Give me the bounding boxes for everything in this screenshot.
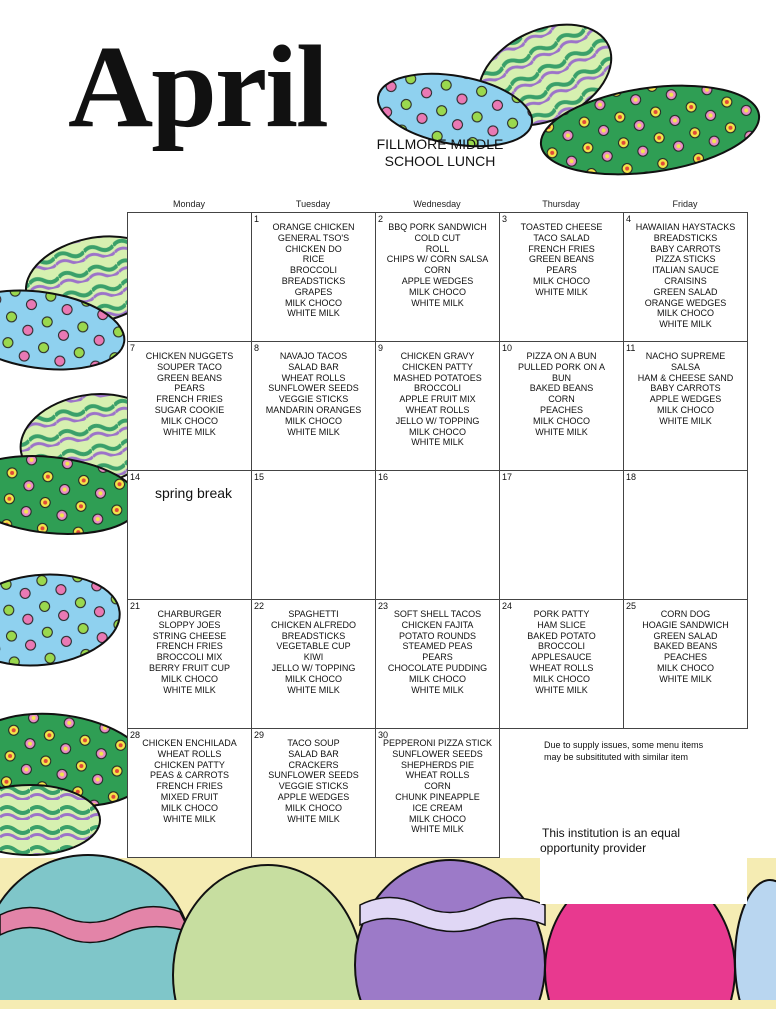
calendar-day-cell bbox=[500, 471, 624, 600]
calendar-day-cell bbox=[500, 342, 624, 471]
menu-item: PORK PATTY bbox=[533, 609, 590, 619]
menu-item: ORANGE CHICKEN bbox=[272, 222, 355, 232]
calendar-day-cell bbox=[376, 213, 500, 342]
day-number: 29 bbox=[254, 730, 265, 740]
menu-item: FRENCH FRIES bbox=[156, 641, 223, 652]
menu-item: HOAGIE SANDWICH bbox=[642, 619, 729, 630]
menu-item: JELLO W/ TOPPING bbox=[271, 662, 356, 673]
menu-item: HAWAIIAN HAYSTACKS bbox=[635, 222, 736, 232]
menu-item: SHEPHERDS PIE bbox=[400, 759, 475, 770]
menu-item: BROCCOLI MIX bbox=[156, 652, 223, 663]
menu-item: MILK CHOCO bbox=[532, 673, 590, 684]
menu-item: CORN bbox=[424, 781, 451, 792]
menu-item: CRAISINS bbox=[664, 275, 707, 286]
calendar-day-cell bbox=[624, 600, 748, 729]
menu-item: CHICKEN ALFREDO bbox=[270, 619, 357, 630]
menu-item: WHITE MILK bbox=[659, 673, 712, 684]
menu-items bbox=[376, 342, 499, 448]
day-number: 16 bbox=[378, 472, 389, 482]
menu-item: SUNFLOWER SEEDS bbox=[268, 383, 359, 394]
menu-item: CHICKEN PATTY bbox=[154, 759, 225, 770]
menu-item: MILK CHOCO bbox=[656, 308, 714, 319]
menu-item: WHEAT ROLLS bbox=[529, 662, 594, 673]
calendar-day-cell bbox=[128, 342, 252, 471]
menu-items bbox=[128, 471, 251, 480]
menu-item: WHITE MILK bbox=[659, 319, 712, 330]
menu-item: PIZZA STICKS bbox=[655, 254, 716, 265]
equal-opportunity-statement bbox=[540, 826, 747, 904]
menu-items bbox=[500, 342, 623, 437]
menu-item: CHICKEN FAJITA bbox=[401, 619, 474, 630]
menu-item: BREADSTICKS bbox=[281, 630, 346, 641]
menu-item: TACO SALAD bbox=[533, 232, 590, 243]
menu-item: WHEAT ROLLS bbox=[405, 770, 470, 781]
menu-item: WHITE MILK bbox=[287, 426, 340, 437]
menu-item: ICE CREAM bbox=[412, 802, 463, 813]
menu-item: BAKED POTATO bbox=[527, 630, 596, 641]
menu-item: GREEN BEANS bbox=[156, 372, 223, 383]
menu-item: MILK CHOCO bbox=[160, 673, 218, 684]
menu-items bbox=[128, 600, 251, 695]
equal-opportunity-line1: This institution is an equal bbox=[542, 826, 681, 840]
menu-item: BROCCOLI bbox=[537, 641, 585, 652]
menu-items bbox=[624, 342, 747, 427]
day-header-wednesday: Wednesday bbox=[413, 199, 461, 209]
day-header-friday: Friday bbox=[672, 199, 698, 209]
day-number: 30 bbox=[378, 730, 389, 740]
menu-items bbox=[252, 600, 375, 695]
menu-item: SPAGHETTI bbox=[288, 609, 339, 619]
menu-item: WHITE MILK bbox=[163, 813, 216, 824]
menu-items bbox=[624, 471, 747, 480]
menu-item: CHUNK PINEAPPLE bbox=[395, 791, 480, 802]
menu-item: SLOPPY JOES bbox=[158, 619, 221, 630]
menu-item: MILK CHOCO bbox=[408, 813, 466, 824]
calendar-day-cell bbox=[128, 600, 252, 729]
menu-item: MILK CHOCO bbox=[160, 415, 218, 426]
day-number: 25 bbox=[626, 601, 637, 611]
menu-item: STRING CHEESE bbox=[152, 630, 227, 641]
day-number: 21 bbox=[130, 601, 141, 611]
menu-item: BREADSTICKS bbox=[653, 232, 718, 243]
menu-item: CHICKEN ENCHILADA bbox=[142, 738, 237, 748]
menu-item: TACO SOUP bbox=[287, 738, 340, 748]
menu-item: GREEN SALAD bbox=[653, 630, 718, 641]
menu-item: BROCCOLI bbox=[413, 383, 461, 394]
calendar-day-cell bbox=[252, 600, 376, 729]
menu-item: BABY CARROTS bbox=[650, 243, 721, 254]
menu-item: RICE bbox=[302, 254, 325, 265]
menu-item: APPLE WEDGES bbox=[401, 275, 474, 286]
menu-item: KIWI bbox=[303, 652, 324, 663]
calendar-day-cell bbox=[252, 213, 376, 342]
menu-item: CHARBURGER bbox=[157, 609, 222, 619]
menu-item: PULLED PORK ON A bbox=[517, 361, 606, 372]
menu-item: GREEN SALAD bbox=[653, 286, 718, 297]
menu-item: GRAPES bbox=[294, 286, 333, 297]
spring-break-label: spring break bbox=[155, 485, 233, 501]
menu-item: PEARS bbox=[174, 383, 205, 394]
menu-item: SALAD BAR bbox=[288, 748, 339, 759]
menu-item: MILK CHOCO bbox=[284, 297, 342, 308]
calendar-week bbox=[128, 342, 748, 471]
menu-item: MILK CHOCO bbox=[284, 415, 342, 426]
menu-item: WHITE MILK bbox=[659, 415, 712, 426]
menu-items bbox=[500, 471, 623, 480]
menu-item: BERRY FRUIT CUP bbox=[148, 662, 231, 673]
menu-item: GREEN BEANS bbox=[528, 254, 595, 265]
menu-item: SUNFLOWER SEEDS bbox=[392, 748, 483, 759]
menu-item: NACHO SUPREME bbox=[645, 351, 726, 361]
school-name-line2: SCHOOL LUNCH bbox=[384, 153, 496, 169]
menu-item: BBQ PORK SANDWICH bbox=[388, 222, 487, 232]
calendar-day-cell bbox=[624, 471, 748, 600]
day-header-thursday: Thursday bbox=[542, 199, 580, 209]
day-number: 4 bbox=[626, 214, 632, 224]
menu-item: SOFT SHELL TACOS bbox=[393, 609, 482, 619]
menu-item: MILK CHOCO bbox=[656, 404, 714, 415]
day-number: 23 bbox=[378, 601, 389, 611]
menu-item: MILK CHOCO bbox=[284, 802, 342, 813]
menu-item: MILK CHOCO bbox=[284, 673, 342, 684]
day-number: 8 bbox=[254, 343, 260, 353]
menu-item: WHITE MILK bbox=[163, 426, 216, 437]
menu-item: WHITE MILK bbox=[411, 437, 464, 448]
menu-item: CHIPS W/ CORN SALSA bbox=[386, 254, 489, 265]
menu-item: APPLE FRUIT MIX bbox=[399, 394, 476, 405]
menu-items bbox=[376, 471, 499, 480]
menu-item: COLD CUT bbox=[414, 232, 461, 243]
menu-item: CHICKEN PATTY bbox=[402, 361, 473, 372]
menu-item: WHEAT ROLLS bbox=[281, 372, 346, 383]
menu-items bbox=[376, 729, 499, 835]
menu-item: SUGAR COOKIE bbox=[154, 404, 225, 415]
supply-note-line1: Due to supply issues, some menu items bbox=[544, 740, 704, 750]
day-number: 1 bbox=[254, 214, 260, 224]
calendar-day-cell bbox=[252, 471, 376, 600]
menu-item: CHICKEN DO bbox=[285, 243, 342, 254]
day-number: 3 bbox=[502, 214, 508, 224]
menu-item: WHEAT ROLLS bbox=[405, 404, 470, 415]
day-number: 28 bbox=[130, 730, 141, 740]
supply-note bbox=[544, 739, 703, 763]
menu-item: VEGETABLE CUP bbox=[276, 641, 351, 652]
menu-item: BREADSTICKS bbox=[281, 275, 346, 286]
day-number: 2 bbox=[378, 214, 384, 224]
calendar-day-cell bbox=[376, 471, 500, 600]
menu-item: CORN bbox=[424, 265, 451, 276]
menu-item: MANDARIN ORANGES bbox=[265, 404, 362, 415]
menu-item: MILK CHOCO bbox=[408, 673, 466, 684]
menu-items bbox=[376, 213, 499, 308]
menu-item: MASHED POTATOES bbox=[393, 372, 482, 383]
menu-items bbox=[128, 729, 251, 824]
menu-items bbox=[252, 213, 375, 319]
menu-item: PEARS bbox=[422, 652, 453, 663]
menu-item: WHITE MILK bbox=[411, 824, 464, 835]
menu-item: BABY CARROTS bbox=[650, 383, 721, 394]
menu-items bbox=[128, 213, 251, 222]
menu-item: VEGGIE STICKS bbox=[278, 394, 349, 405]
menu-item: CORN DOG bbox=[660, 609, 711, 619]
menu-item: MILK CHOCO bbox=[532, 415, 590, 426]
menu-item: PEPPERONI PIZZA STICK bbox=[382, 738, 493, 748]
menu-item: NAVAJO TACOS bbox=[279, 351, 348, 361]
menu-items bbox=[252, 471, 375, 480]
menu-items bbox=[500, 600, 623, 695]
menu-item: CORN bbox=[548, 394, 575, 405]
day-number: 17 bbox=[502, 472, 513, 482]
menu-item: APPLE WEDGES bbox=[649, 394, 722, 405]
menu-items bbox=[128, 342, 251, 437]
school-name bbox=[360, 136, 520, 170]
menu-item: PEACHES bbox=[539, 404, 583, 415]
supply-note-line2: may be subsitituted with similar item bbox=[544, 752, 689, 762]
menu-item: PEAS & CARROTS bbox=[149, 770, 230, 781]
menu-item: MILK CHOCO bbox=[656, 662, 714, 673]
menu-item: GENERAL TSO'S bbox=[277, 232, 350, 243]
day-number: 14 bbox=[130, 472, 141, 482]
menu-item: ROLL bbox=[425, 243, 450, 254]
menu-item: BAKED BEANS bbox=[529, 383, 594, 394]
menu-item: ITALIAN SAUCE bbox=[652, 265, 719, 276]
menu-item: JELLO W/ TOPPING bbox=[395, 415, 480, 426]
menu-item: MILK CHOCO bbox=[408, 286, 466, 297]
menu-item: ORANGE WEDGES bbox=[644, 297, 727, 308]
menu-item: APPLE WEDGES bbox=[277, 791, 350, 802]
menu-item: PEARS bbox=[546, 265, 577, 276]
calendar-day-cell bbox=[252, 729, 376, 858]
menu-item: WHITE MILK bbox=[287, 308, 340, 319]
menu-item: WHEAT ROLLS bbox=[157, 748, 222, 759]
school-name-line1: FILLMORE MIDDLE bbox=[376, 136, 504, 152]
calendar-day-cell bbox=[500, 600, 624, 729]
day-header-monday: Monday bbox=[172, 199, 206, 209]
calendar-day-cell bbox=[128, 729, 252, 858]
menu-item: SOUPER TACO bbox=[157, 361, 222, 372]
menu-item: TOASTED CHEESE bbox=[520, 222, 603, 232]
menu-item: WHITE MILK bbox=[535, 286, 588, 297]
menu-item: WHITE MILK bbox=[287, 813, 340, 824]
menu-item: MILK CHOCO bbox=[532, 275, 590, 286]
menu-item: VEGGIE STICKS bbox=[278, 781, 349, 792]
menu-item: MILK CHOCO bbox=[408, 426, 466, 437]
menu-item: WHITE MILK bbox=[163, 684, 216, 695]
calendar-week bbox=[128, 213, 748, 342]
day-number: 11 bbox=[626, 343, 636, 353]
menu-items bbox=[376, 600, 499, 695]
menu-item: STEAMED PEAS bbox=[402, 641, 473, 652]
month-title: April bbox=[68, 21, 327, 152]
calendar-day-cell bbox=[376, 342, 500, 471]
menu-item: FRENCH FRIES bbox=[156, 781, 223, 792]
menu-items bbox=[624, 213, 747, 330]
menu-item: POTATO ROUNDS bbox=[398, 630, 476, 641]
menu-item: WHITE MILK bbox=[535, 426, 588, 437]
menu-item: WHITE MILK bbox=[411, 684, 464, 695]
menu-item: WHITE MILK bbox=[411, 297, 464, 308]
menu-items bbox=[500, 213, 623, 298]
menu-item: PIZZA ON A BUN bbox=[526, 351, 597, 361]
menu-item: CHICKEN NUGGETS bbox=[145, 351, 234, 361]
menu-item: HAM & CHEESE SAND bbox=[637, 372, 734, 383]
menu-item: APPLESAUCE bbox=[531, 652, 592, 663]
menu-item: CHOCOLATE PUDDING bbox=[387, 662, 488, 673]
day-number: 7 bbox=[130, 343, 136, 353]
menu-items bbox=[252, 729, 375, 824]
menu-item: MILK CHOCO bbox=[160, 802, 218, 813]
calendar-day-cell bbox=[376, 600, 500, 729]
menu-item: CRACKERS bbox=[288, 759, 339, 770]
menu-items bbox=[252, 342, 375, 437]
menu-item: SUNFLOWER SEEDS bbox=[268, 770, 359, 781]
menu-item: BAKED BEANS bbox=[653, 641, 718, 652]
menu-item: SALAD BAR bbox=[288, 361, 339, 372]
menu-item: BUN bbox=[551, 372, 571, 383]
calendar-week bbox=[128, 600, 748, 729]
calendar-day-cell bbox=[624, 342, 748, 471]
day-number: 9 bbox=[378, 343, 384, 353]
menu-item: CHICKEN GRAVY bbox=[400, 351, 475, 361]
calendar-day-cell bbox=[500, 213, 624, 342]
menu-item: WHITE MILK bbox=[535, 684, 588, 695]
menu-item: HAM SLICE bbox=[537, 619, 586, 630]
menu-item: PEACHES bbox=[663, 652, 707, 663]
day-number: 22 bbox=[254, 601, 265, 611]
calendar-day-cell bbox=[624, 213, 748, 342]
equal-opportunity-line2: opportunity provider bbox=[540, 841, 647, 855]
day-number: 15 bbox=[254, 472, 265, 482]
day-number: 18 bbox=[626, 472, 637, 482]
day-number: 10 bbox=[502, 343, 513, 353]
calendar-day-cell bbox=[128, 213, 252, 342]
menu-item: FRENCH FRIES bbox=[156, 394, 223, 405]
day-number: 24 bbox=[502, 601, 513, 611]
menu-item: BROCCOLI bbox=[289, 265, 337, 276]
menu-item: SALSA bbox=[670, 361, 701, 372]
day-header-tuesday: Tuesday bbox=[295, 199, 331, 209]
calendar-day-cell bbox=[376, 729, 500, 858]
calendar-day-cell bbox=[252, 342, 376, 471]
menu-items bbox=[624, 600, 747, 685]
menu-item: MIXED FRUIT bbox=[160, 791, 219, 802]
menu-item: FRENCH FRIES bbox=[528, 243, 595, 254]
menu-item: WHITE MILK bbox=[287, 684, 340, 695]
